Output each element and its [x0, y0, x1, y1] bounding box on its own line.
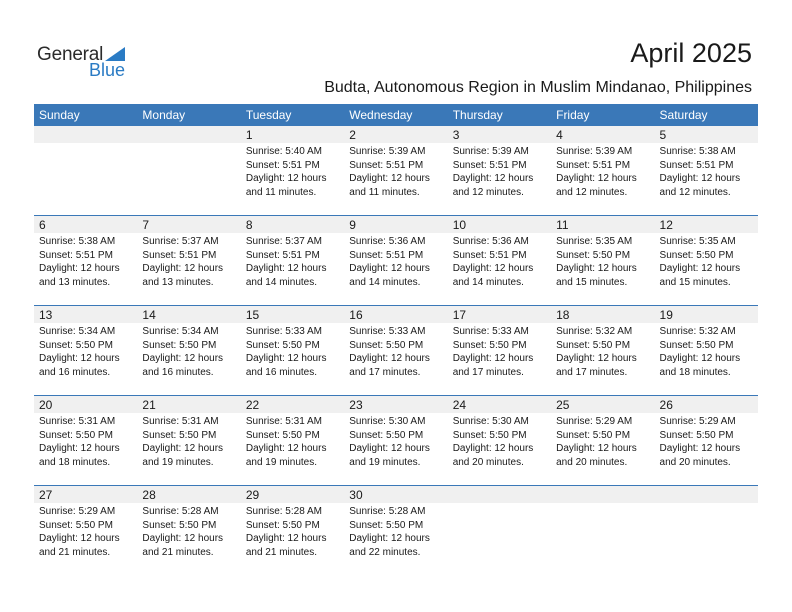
day-cell: [344, 306, 447, 394]
sun-info: [142, 235, 223, 289]
daylight-text: and 17 minutes.: [452, 366, 524, 378]
day-number: 8: [245, 218, 253, 232]
day-number: 10: [452, 218, 467, 232]
daylight-text: Daylight: 12 hours: [659, 263, 741, 274]
day-number: 28: [142, 488, 156, 502]
weekday-wednesday: Wednesday: [349, 108, 413, 122]
daylight-text: and 20 minutes.: [659, 456, 731, 468]
daylight-text: Daylight: 12 hours: [39, 263, 120, 274]
daylight-text: and 17 minutes.: [556, 366, 628, 378]
sunrise-text: Sunrise: 5:33 AM: [245, 326, 322, 337]
sunset-text: Sunset: 5:50 PM: [142, 339, 217, 351]
weekday-sunday: Sunday: [39, 108, 80, 122]
daylight-text: and 21 minutes.: [245, 546, 318, 558]
day-strip: [137, 126, 240, 143]
daylight-text: Daylight: 12 hours: [39, 533, 120, 544]
day-cell: [34, 486, 137, 574]
day-number: 27: [39, 488, 53, 502]
day-number: 20: [39, 398, 53, 412]
daylight-text: and 17 minutes.: [349, 366, 421, 378]
sun-info: [660, 415, 741, 469]
day-number: 17: [452, 308, 467, 322]
day-number: 22: [245, 398, 260, 412]
sunset-text: Sunset: 5:50 PM: [659, 429, 734, 441]
logo-blue-text: Blue: [89, 60, 126, 80]
daylight-text: and 20 minutes.: [452, 456, 524, 468]
day-cell: [241, 486, 344, 574]
day-cell: [448, 396, 551, 484]
sunset-text: Sunset: 5:50 PM: [245, 519, 320, 531]
daylight-text: Daylight: 12 hours: [556, 353, 637, 364]
daylight-text: Daylight: 12 hours: [245, 263, 327, 274]
sunrise-text: Sunrise: 5:32 AM: [659, 326, 736, 337]
sun-info: [142, 325, 223, 379]
sun-info: [246, 325, 327, 379]
daylight-text: and 19 minutes.: [349, 456, 421, 468]
empty-day-cell: [655, 486, 758, 574]
daylight-text: Daylight: 12 hours: [349, 533, 430, 544]
sunrise-text: Sunrise: 5:28 AM: [142, 506, 219, 517]
sunset-text: Sunset: 5:50 PM: [39, 519, 113, 531]
sun-info: [556, 415, 637, 469]
sun-info: [556, 145, 637, 199]
day-strip: [137, 216, 240, 233]
day-number: 2: [349, 128, 356, 142]
daylight-text: Daylight: 12 hours: [452, 263, 534, 274]
sunrise-text: Sunrise: 5:29 AM: [659, 416, 736, 427]
sunset-text: Sunset: 5:50 PM: [349, 519, 424, 531]
day-number: 16: [349, 308, 363, 322]
daylight-text: Daylight: 12 hours: [349, 443, 430, 454]
day-number: 6: [39, 218, 46, 232]
sunrise-text: Sunrise: 5:29 AM: [39, 506, 116, 517]
empty-day-cell: [34, 126, 137, 214]
sunrise-text: Sunrise: 5:33 AM: [452, 326, 529, 337]
daylight-text: and 14 minutes.: [245, 276, 318, 288]
sunset-text: Sunset: 5:51 PM: [452, 159, 527, 171]
sun-info: [453, 415, 534, 469]
day-cell: [34, 396, 137, 484]
day-strip: [655, 486, 758, 503]
sun-info: [39, 505, 120, 559]
sun-info: [660, 235, 741, 289]
sun-info: [349, 505, 430, 559]
daylight-text: and 12 minutes.: [556, 186, 628, 198]
day-number: 11: [556, 218, 569, 232]
day-cell: [655, 396, 758, 484]
daylight-text: Daylight: 12 hours: [452, 353, 534, 364]
day-cell: [655, 216, 758, 304]
week-row: [34, 126, 758, 214]
sunrise-text: Sunrise: 5:40 AM: [245, 146, 322, 157]
day-number: 14: [142, 308, 156, 322]
daylight-text: Daylight: 12 hours: [245, 173, 327, 184]
daylight-text: Daylight: 12 hours: [245, 443, 327, 454]
sunrise-text: Sunrise: 5:29 AM: [556, 416, 633, 427]
sun-info: [349, 415, 430, 469]
sun-info: [246, 505, 327, 559]
sunset-text: Sunset: 5:50 PM: [452, 429, 527, 441]
sunrise-text: Sunrise: 5:38 AM: [659, 146, 736, 157]
sunset-text: Sunset: 5:50 PM: [349, 429, 424, 441]
sunrise-text: Sunrise: 5:34 AM: [142, 326, 219, 337]
sunset-text: Sunset: 5:51 PM: [556, 159, 631, 171]
weekday-thursday: Thursday: [452, 108, 503, 122]
logo: [37, 42, 137, 82]
sunset-text: Sunset: 5:50 PM: [142, 519, 217, 531]
daylight-text: and 14 minutes.: [349, 276, 421, 288]
day-cell: [137, 396, 240, 484]
sunset-text: Sunset: 5:51 PM: [349, 249, 424, 261]
sunrise-text: Sunrise: 5:36 AM: [452, 236, 529, 247]
logo-triangle-icon: [105, 47, 125, 61]
daylight-text: Daylight: 12 hours: [349, 263, 430, 274]
day-cell: [137, 216, 240, 304]
sunset-text: Sunset: 5:51 PM: [245, 159, 320, 171]
sunset-text: Sunset: 5:50 PM: [245, 429, 320, 441]
day-number: 18: [556, 308, 570, 322]
sunset-text: Sunset: 5:50 PM: [556, 339, 631, 351]
day-cell: [241, 306, 344, 394]
sunrise-text: Sunrise: 5:39 AM: [556, 146, 633, 157]
daylight-text: Daylight: 12 hours: [142, 263, 224, 274]
daylight-text: Daylight: 12 hours: [556, 263, 637, 274]
sunset-text: Sunset: 5:50 PM: [142, 429, 217, 441]
day-number: 3: [452, 128, 460, 142]
sunset-text: Sunset: 5:50 PM: [452, 339, 527, 351]
sun-info: [142, 505, 223, 559]
daylight-text: and 14 minutes.: [452, 276, 524, 288]
sun-info: [349, 145, 430, 199]
daylight-text: Daylight: 12 hours: [39, 443, 120, 454]
weekday-friday: Friday: [556, 108, 590, 122]
weekday-tuesday: Tuesday: [245, 108, 292, 122]
sun-info: [453, 145, 534, 199]
daylight-text: and 20 minutes.: [556, 456, 628, 468]
day-cell: [551, 306, 654, 394]
sunrise-text: Sunrise: 5:35 AM: [556, 236, 633, 247]
daylight-text: and 11 minutes.: [349, 186, 420, 198]
sunrise-text: Sunrise: 5:31 AM: [39, 416, 116, 427]
day-number: 26: [659, 398, 673, 412]
sun-info: [349, 235, 430, 289]
daylight-text: Daylight: 12 hours: [245, 533, 327, 544]
daylight-text: Daylight: 12 hours: [39, 353, 120, 364]
daylight-text: and 16 minutes.: [142, 366, 214, 378]
day-number: 15: [245, 308, 260, 322]
daylight-text: Daylight: 12 hours: [142, 353, 224, 364]
daylight-text: Daylight: 12 hours: [556, 443, 637, 454]
day-strip: [34, 216, 137, 233]
sun-info: [556, 325, 637, 379]
day-number: 24: [452, 398, 467, 412]
day-cell: [448, 306, 551, 394]
daylight-text: and 19 minutes.: [245, 456, 318, 468]
location-subtitle: Budta, Autonomous Region in Muslim Mindanao, Philippines: [324, 79, 752, 96]
sunrise-text: Sunrise: 5:39 AM: [349, 146, 426, 157]
day-cell: [344, 126, 447, 214]
day-number: 25: [556, 398, 570, 412]
daylight-text: and 22 minutes.: [349, 546, 421, 558]
sunrise-text: Sunrise: 5:39 AM: [452, 146, 529, 157]
sunrise-text: Sunrise: 5:31 AM: [142, 416, 219, 427]
sunset-text: Sunset: 5:50 PM: [659, 339, 734, 351]
sunrise-text: Sunrise: 5:38 AM: [39, 236, 116, 247]
day-strip: [344, 216, 447, 233]
daylight-text: Daylight: 12 hours: [659, 173, 741, 184]
daylight-text: Daylight: 12 hours: [349, 353, 430, 364]
daylight-text: Daylight: 12 hours: [245, 353, 327, 364]
sunrise-text: Sunrise: 5:28 AM: [245, 506, 322, 517]
day-strip: [34, 126, 137, 143]
daylight-text: and 15 minutes.: [556, 276, 628, 288]
sunset-text: Sunset: 5:51 PM: [659, 159, 734, 171]
sunset-text: Sunset: 5:51 PM: [452, 249, 527, 261]
daylight-text: Daylight: 12 hours: [142, 533, 224, 544]
sun-info: [246, 415, 327, 469]
sun-info: [246, 145, 327, 199]
week-row: [34, 485, 758, 574]
daylight-text: and 16 minutes.: [39, 366, 111, 378]
day-number: 5: [659, 128, 667, 142]
day-cell: [344, 486, 447, 574]
daylight-text: and 21 minutes.: [142, 546, 214, 558]
day-cell: [655, 126, 758, 214]
sunset-text: Sunset: 5:51 PM: [245, 249, 320, 261]
sunrise-text: Sunrise: 5:31 AM: [245, 416, 322, 427]
sun-info: [660, 145, 741, 199]
day-strip: [551, 486, 654, 503]
sun-info: [246, 235, 327, 289]
empty-day-cell: [551, 486, 654, 574]
sunrise-text: Sunrise: 5:28 AM: [349, 506, 426, 517]
sun-info: [453, 235, 534, 289]
sunset-text: Sunset: 5:50 PM: [556, 429, 631, 441]
daylight-text: Daylight: 12 hours: [349, 173, 430, 184]
sunset-text: Sunset: 5:51 PM: [39, 249, 113, 261]
day-cell: [448, 216, 551, 304]
daylight-text: and 12 minutes.: [452, 186, 524, 198]
weeks-container: [34, 126, 758, 574]
week-row: [34, 395, 758, 484]
daylight-text: and 15 minutes.: [659, 276, 731, 288]
day-strip: [241, 216, 344, 233]
sun-info: [142, 415, 223, 469]
daylight-text: Daylight: 12 hours: [452, 173, 534, 184]
page-title: April 2025: [630, 38, 752, 68]
day-number: 23: [349, 398, 363, 412]
logo-general-text: General: [37, 44, 104, 65]
week-row: [34, 305, 758, 394]
day-cell: [241, 126, 344, 214]
sun-info: [39, 235, 120, 289]
sunset-text: Sunset: 5:51 PM: [142, 249, 217, 261]
day-strip: [241, 126, 344, 143]
sun-info: [39, 415, 120, 469]
sunset-text: Sunset: 5:50 PM: [556, 249, 631, 261]
daylight-text: Daylight: 12 hours: [659, 443, 741, 454]
sunset-text: Sunset: 5:50 PM: [39, 339, 113, 351]
sunset-text: Sunset: 5:51 PM: [349, 159, 424, 171]
day-cell: [551, 126, 654, 214]
sun-info: [39, 325, 120, 379]
day-strip: [344, 126, 447, 143]
day-number: 12: [659, 218, 673, 232]
sunrise-text: Sunrise: 5:34 AM: [39, 326, 116, 337]
sunset-text: Sunset: 5:50 PM: [245, 339, 320, 351]
empty-day-cell: [448, 486, 551, 574]
weekday-monday: Monday: [142, 108, 186, 122]
sun-info: [660, 325, 741, 379]
day-strip: [655, 126, 758, 143]
sunrise-text: Sunrise: 5:37 AM: [245, 236, 322, 247]
day-cell: [344, 216, 447, 304]
empty-day-cell: [137, 126, 240, 214]
day-cell: [655, 306, 758, 394]
day-number: 4: [556, 128, 563, 142]
daylight-text: and 13 minutes.: [39, 276, 111, 288]
sunset-text: Sunset: 5:50 PM: [39, 429, 113, 441]
sun-info: [556, 235, 637, 289]
day-strip: [448, 126, 551, 143]
sunset-text: Sunset: 5:50 PM: [349, 339, 424, 351]
daylight-text: and 13 minutes.: [142, 276, 214, 288]
day-cell: [34, 306, 137, 394]
sun-info: [453, 325, 534, 379]
daylight-text: and 12 minutes.: [659, 186, 731, 198]
sunrise-text: Sunrise: 5:35 AM: [659, 236, 736, 247]
day-number: 19: [659, 308, 673, 322]
day-number: 21: [142, 398, 156, 412]
calendar-grid: [34, 104, 758, 574]
daylight-text: Daylight: 12 hours: [556, 173, 637, 184]
day-cell: [551, 216, 654, 304]
daylight-text: and 11 minutes.: [245, 186, 317, 198]
day-cell: [137, 306, 240, 394]
day-number: 29: [245, 488, 260, 502]
day-strip: [551, 126, 654, 143]
sunrise-text: Sunrise: 5:32 AM: [556, 326, 633, 337]
day-cell: [344, 396, 447, 484]
day-cell: [448, 126, 551, 214]
daylight-text: and 21 minutes.: [39, 546, 111, 558]
daylight-text: and 16 minutes.: [245, 366, 318, 378]
day-cell: [137, 486, 240, 574]
sunset-text: Sunset: 5:50 PM: [659, 249, 734, 261]
weekday-header-row: [34, 104, 758, 126]
day-number: 13: [39, 308, 53, 322]
weekday-saturday: Saturday: [659, 108, 708, 122]
day-cell: [241, 396, 344, 484]
sunrise-text: Sunrise: 5:33 AM: [349, 326, 426, 337]
day-number: 9: [349, 218, 356, 232]
daylight-text: Daylight: 12 hours: [142, 443, 224, 454]
day-number: 7: [142, 218, 150, 232]
week-row: [34, 215, 758, 304]
sunrise-text: Sunrise: 5:36 AM: [349, 236, 426, 247]
day-number: 1: [245, 128, 253, 142]
sunrise-text: Sunrise: 5:37 AM: [142, 236, 219, 247]
daylight-text: and 18 minutes.: [39, 456, 111, 468]
day-cell: [34, 216, 137, 304]
day-cell: [241, 216, 344, 304]
sunrise-text: Sunrise: 5:30 AM: [349, 416, 426, 427]
sun-info: [349, 325, 430, 379]
daylight-text: Daylight: 12 hours: [452, 443, 534, 454]
daylight-text: Daylight: 12 hours: [659, 353, 741, 364]
sunrise-text: Sunrise: 5:30 AM: [452, 416, 529, 427]
day-number: 30: [349, 488, 363, 502]
day-cell: [551, 396, 654, 484]
day-strip: [448, 486, 551, 503]
daylight-text: and 18 minutes.: [659, 366, 731, 378]
daylight-text: and 19 minutes.: [142, 456, 214, 468]
